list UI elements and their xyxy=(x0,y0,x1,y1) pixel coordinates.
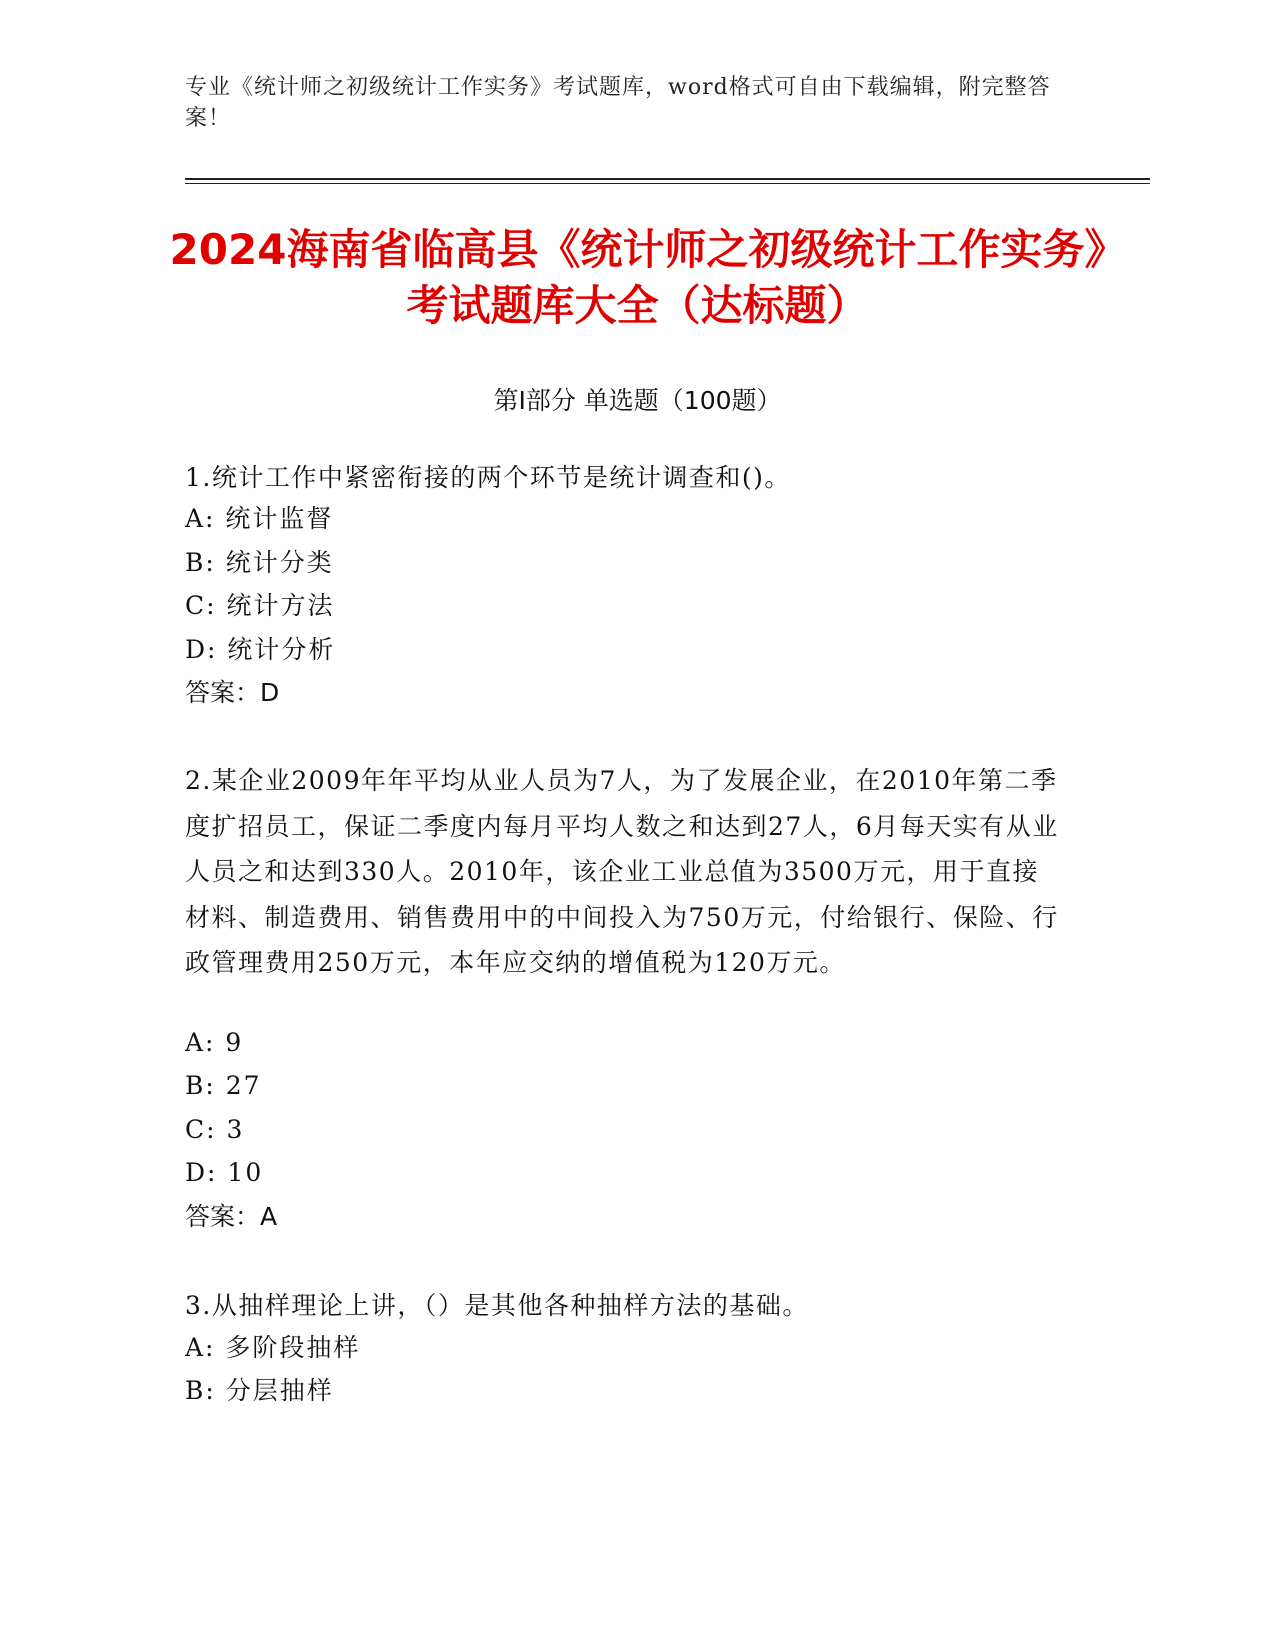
section-heading: 第I部分 单选题（100题） xyxy=(493,386,782,415)
question-1-option-a: A: 统计监督 xyxy=(185,504,334,533)
question-2-option-a: A: 9 xyxy=(185,1028,244,1057)
question-3-option-b: B: 分层抽样 xyxy=(185,1376,334,1405)
question-1-option-d: D: 统计分析 xyxy=(185,635,336,664)
question-2-option-c: C: 3 xyxy=(185,1115,245,1144)
header-rule-thin xyxy=(185,183,1150,184)
question-2-option-d: D: 10 xyxy=(185,1158,264,1187)
question-3-option-a: A: 多阶段抽样 xyxy=(185,1333,361,1362)
question-2-text: 2.某企业2009年年平均从业人员为7人，为了发展企业，在2010年第二季度扩招员工，保证二季度内每月平均人数之和达到27人，6月每天实有从业人员之和达到330人。2010年，该企业工业总值为3500万元，用于直接材料、制造费用、销售费用中的中间投入为750万元，付给银行、保险、行政管理费用250万元，本年应交纳的增值税为120万元。 xyxy=(185,766,1059,977)
question-1-text: 1.统计工作中紧密衔接的两个环节是统计调查和()。 xyxy=(185,463,791,492)
header-rule-thick xyxy=(185,178,1150,180)
question-1-option-c: C: 统计方法 xyxy=(185,591,335,620)
question-1-option-b: B: 统计分类 xyxy=(185,548,334,577)
question-2-option-b: B: 27 xyxy=(185,1071,262,1100)
document-title: 2024海南省临高县《统计师之初级统计工作实务》考试题库大全（达标题） xyxy=(169,225,1106,330)
question-2-answer: 答案：A xyxy=(185,1202,278,1231)
question-1-answer: 答案：D xyxy=(185,678,280,707)
question-3-text: 3.从抽样理论上讲，（）是其他各种抽样方法的基础。 xyxy=(185,1291,809,1320)
header-note: 专业《统计师之初级统计工作实务》考试题库，word格式可自由下载编辑，附完整答案！ xyxy=(185,75,1051,131)
